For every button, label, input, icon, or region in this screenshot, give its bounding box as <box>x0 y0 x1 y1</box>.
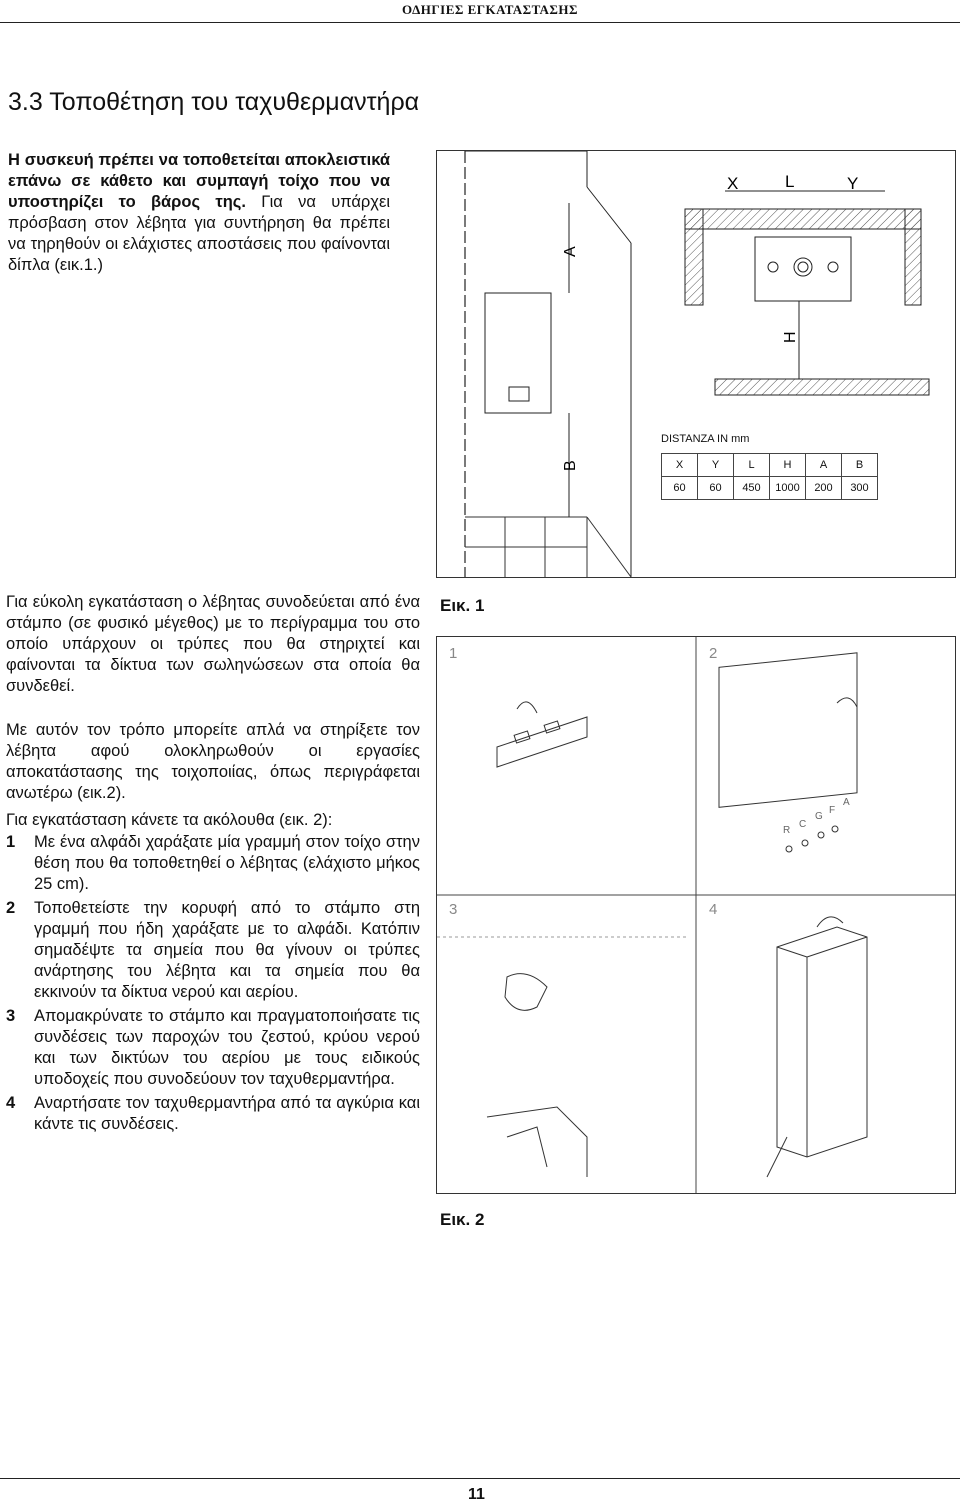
panel-3-number: 3 <box>449 901 458 918</box>
template-letter: C <box>799 819 807 830</box>
running-header <box>0 0 960 23</box>
distance-table-value-row <box>662 477 878 500</box>
steps-intro: Για εγκατάσταση κάνετε τα ακόλουθα (εικ. 2): <box>6 811 333 829</box>
table-cell: B <box>842 454 878 477</box>
distance-table-header-row <box>662 454 878 477</box>
panel-4-heater-drawing <box>767 917 867 1177</box>
distance-table <box>661 453 878 500</box>
section-title: 3.3 Τοποθέτηση του ταχυθερμαντήρα <box>8 88 420 116</box>
panel-1-level-drawing <box>497 702 587 767</box>
step-number: 3 <box>6 1007 16 1025</box>
steps-list <box>6 832 420 1138</box>
mounting-paragraph: Με αυτόν τον τρόπο μπορείτε απλά να στηρίξετε τον λέβητα αφού ολοκληρωθούν οι εργασίες αποκατάστασης της τοιχοποιίας, όπως περιγράφεται ανωτέρω (εικ.2). <box>6 721 420 802</box>
dim-y-label: Y <box>847 174 859 193</box>
step-text: Αναρτήσατε τον ταχυθερμαντήρα από τα αγκύρια και κάντε τις συνδέσεις. <box>34 1094 420 1133</box>
intro-normal-text: Για να υπάρχει πρόσβαση στον λέβητα για συντήρηση θα πρέπει να τηρηθούν οι ελάχιστες αποστάσεις που φαίνονται δίπλα (εικ.1.) <box>8 193 390 274</box>
front-view <box>685 172 929 395</box>
table-cell: 60 <box>662 477 698 500</box>
figure-2-caption: Εικ. 2 <box>440 1210 485 1229</box>
dim-b-label: B <box>562 460 579 471</box>
step-number: 1 <box>6 833 16 851</box>
step-text: Απομακρύνατε το στάμπο και πραγματοποιήσατε τις συνδέσεις των παροχών του ζεστού, κρύου νερού και των δικτύων του αερίου με τους ειδικούς υποδοχείς που συνοδεύουν τον ταχυθερμαντήρα. <box>34 1007 420 1088</box>
table-cell: Y <box>698 454 734 477</box>
panel-2-template-drawing <box>719 653 857 852</box>
dim-l-label: L <box>785 172 795 191</box>
list-item <box>6 1093 420 1135</box>
list-item <box>6 832 420 895</box>
step-number: 4 <box>6 1094 16 1112</box>
step-text: Με ένα αλφάδι χαράξατε μία γραμμή στον τοίχο στην θέση που θα τοποθετηθεί ο λέβητας (ελάχιστο μήκος 25 cm). <box>34 833 420 893</box>
page-number: 11 <box>468 1486 485 1503</box>
table-cell: 60 <box>698 477 734 500</box>
table-cell: 450 <box>734 477 770 500</box>
table-cell: 1000 <box>770 477 806 500</box>
panel-1-number: 1 <box>449 645 458 662</box>
figure-2-drawing <box>437 637 955 1193</box>
dim-a-label: A <box>562 246 579 257</box>
table-cell: X <box>662 454 698 477</box>
template-letter: G <box>815 811 823 822</box>
figure-2 <box>436 636 956 1194</box>
intro-bold-text: Η συσκευή πρέπει να τοποθετείται αποκλειστικά επάνω σε κάθετο και συμπαγή τοίχο που να υποστηρίζει το βάρος της. <box>8 151 390 211</box>
side-view <box>465 151 631 577</box>
panel-3-drill-drawing <box>437 937 687 1177</box>
figure-1 <box>436 150 956 578</box>
header-title: ΟΔΗΓΙΕΣ ΕΓΚΑΤΑΣΤΑΣΗΣ <box>401 2 578 17</box>
heater-front-outline <box>755 237 851 301</box>
template-letter: F <box>829 805 836 816</box>
panel-4-number: 4 <box>709 901 718 918</box>
template-letter: R <box>783 825 791 836</box>
panel-2-number: 2 <box>709 645 718 662</box>
table-cell: A <box>806 454 842 477</box>
table-cell: 200 <box>806 477 842 500</box>
table-cell: 300 <box>842 477 878 500</box>
heater-side-outline <box>485 293 551 413</box>
template-letter: A <box>843 797 850 808</box>
table-cell: H <box>770 454 806 477</box>
distance-table-title: DISTANZA IN mm <box>661 433 750 445</box>
list-item <box>6 1006 420 1090</box>
list-item <box>6 898 420 1003</box>
step-text: Τοποθετείστε την κορυφή από το στάμπο στη γραμμή που ήδη χαράξατε με το αλφάδι. Κατόπιν σημαδέψτε τα σημεία που θα γίνουν οι τρύπες ανάρτησης του λέβητα και τα σημεία που θα εκκινούν τα δίκτυα νερού και αερίου. <box>34 899 420 1001</box>
template-paragraph: Για εύκολη εγκατάσταση ο λέβητας συνοδεύεται από ένα στάμπο (σε φυσικό μέγεθος) με το περίγραμμα του στο οποίο υπάρχουν οι τρύπες που θα στηριχτεί και φαίνονται τα δίκτυα των σωληνώσεων στα οποία θα συνδεθεί. <box>6 593 420 695</box>
table-cell: L <box>734 454 770 477</box>
figure-1-drawing <box>437 151 955 577</box>
figure-1-caption: Εικ. 1 <box>440 596 485 615</box>
dim-x-label: X <box>727 174 739 193</box>
footer-rule <box>0 1478 960 1479</box>
intro-paragraph <box>8 150 390 276</box>
step-number: 2 <box>6 899 16 917</box>
dim-h-label: H <box>782 331 799 343</box>
